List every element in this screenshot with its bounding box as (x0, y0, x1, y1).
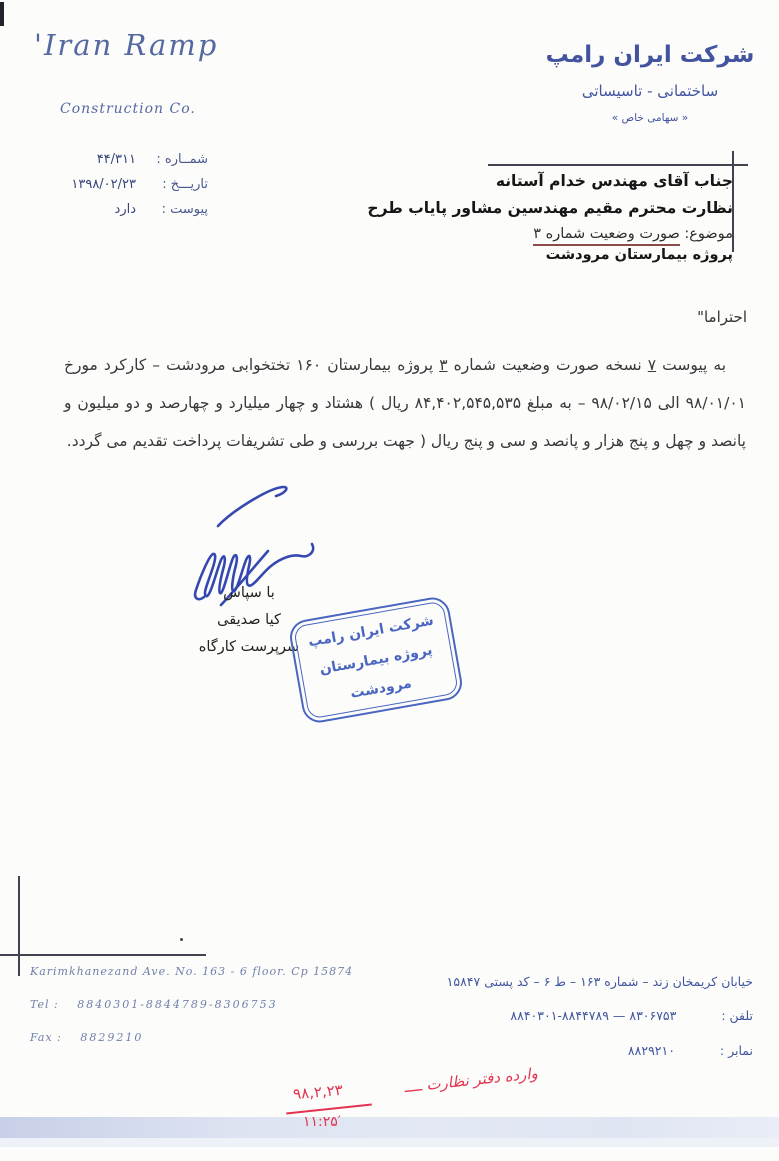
footer-persian-address: خیابان کریمخان زند – شماره ۱۶۳ – ط ۶ – کد پستی ۱۵۸۴۷ (446, 974, 753, 989)
attachment-label: پیوست : (161, 202, 208, 217)
ink-speck (180, 938, 183, 941)
attachment-value: دارد (114, 202, 136, 217)
recipient-block (273, 172, 733, 263)
subject-value: صورت وضعیت شماره ۳ (533, 226, 680, 246)
body-text: نسخه صورت وضعیت شماره (447, 356, 648, 374)
signer-name: کیا صدیقی (217, 612, 281, 628)
number-label: شمــاره : (156, 152, 208, 167)
body-text: به پیوست (656, 356, 727, 374)
stamp-line-1: شرکت ایران رامپ (306, 612, 435, 651)
received-annotation-date: ۹۸,۲,۲۳ (292, 1080, 344, 1104)
close-paren: ) (419, 432, 426, 450)
signer-title: سرپرست کارگاه (198, 639, 300, 655)
body-text: پروژه بیمارستان ۱۶۰ تختخوابی مرودشت – کارکرد مورخ (64, 356, 440, 374)
copies-count: ۷ (647, 356, 657, 374)
subject-line (273, 226, 733, 242)
stamp-line-2: پروژه بیمارستان (318, 642, 434, 678)
scan-bottom-band (0, 1117, 779, 1138)
footer-persian-tel (273, 1008, 753, 1023)
company-header-block (540, 42, 760, 124)
body-line-3 (64, 422, 746, 460)
subject-label: موضوع: (679, 226, 733, 242)
amount-value: ۸۴,۴۰۲,۵۴۵,۵۳۵ (414, 394, 522, 412)
received-annotation-time: ۱۱:۲۵′ (303, 1114, 341, 1130)
salutation: احتراما" (697, 308, 747, 326)
footer-persian-fax (273, 1043, 753, 1058)
open-paren: ( (368, 394, 376, 412)
footer-latin-address: Karimkhanezand Ave. No. 163 - 6 floor. Cp 15874 (30, 965, 354, 978)
meta-row-date (30, 177, 208, 192)
recipient-role: نظارت محترم مقیم مهندسین مشاور پایاب طرح (367, 199, 733, 217)
meta-row-number (30, 152, 208, 167)
fax-value-fa: ۸۸۲۹۲۱۰ (627, 1043, 675, 1058)
company-subtitle-script: Construction Co. (60, 101, 196, 117)
date-label: تاریـــخ : (162, 177, 208, 192)
tel-value: 8840301-8844789-8306753 (77, 998, 278, 1011)
received-annotation-text: وارده دفتر نظارت ــــ (403, 1064, 539, 1097)
fax-label-fa: نمابر : (719, 1043, 753, 1058)
company-logo-script: 'Iran Ramp (34, 28, 219, 62)
date-value: ۱۳۹۸/۰۲/۲۳ (71, 177, 136, 192)
company-ownership: « سهامی خاص » (611, 112, 689, 124)
letter-meta-block (30, 152, 208, 227)
tel-label: Tel : (30, 998, 59, 1011)
amount-in-words: هشتاد و چهار میلیارد و چهارصد و دو میلیون و (64, 394, 369, 412)
company-stamp-inner (293, 601, 459, 720)
body-text: جهت بررسی و طی تشریفات پرداخت تقدیم می گردد. (66, 432, 420, 450)
fax-value: 8829210 (80, 1031, 144, 1044)
body-line-1 (64, 346, 746, 384)
fax-label: Fax : (30, 1031, 62, 1044)
body-text: ۹۸/۰۱/۰۱ الی ۹۸/۰۲/۱۵ – به مبلغ (521, 394, 746, 412)
stamp-line-3: مرودشت (349, 675, 413, 703)
project-line: پروژه بیمارستان مرودشت (545, 247, 733, 263)
tel-value-fa: ۸۸۴۰۳۰۱-۸۸۴۴۷۸۹ — ۸۳۰۶۷۵۳ (510, 1008, 677, 1023)
corner-rule-horizontal (488, 164, 748, 166)
received-annotation-underline (286, 1104, 372, 1115)
footer-rule-vertical (18, 876, 20, 976)
company-name: شرکت ایران رامپ (545, 42, 755, 68)
company-business-type: ساختمانی - تاسیساتی (581, 82, 719, 100)
signer-thanks: با سپاس (223, 585, 275, 601)
meta-row-attachment (30, 202, 208, 217)
recipient-name: جناب آقای مهندس خدام آستانه (495, 172, 733, 190)
scan-bottom-band-light (0, 1138, 779, 1147)
statement-number: ۳ (439, 356, 448, 374)
footer-rule-horizontal (0, 954, 206, 956)
body-line-2 (64, 384, 746, 422)
footer-persian (273, 974, 753, 1078)
number-value: ۴۴/۳۱۱ (96, 152, 136, 167)
tel-label-fa: تلفن : (721, 1008, 753, 1023)
amount-in-words: پانصد و چهل و پنج هزار و پانصد و سی و پنج ریال (426, 432, 746, 450)
scan-edge-artifact (0, 2, 4, 26)
body-text: ریال (375, 394, 415, 412)
letter-body (64, 346, 746, 460)
